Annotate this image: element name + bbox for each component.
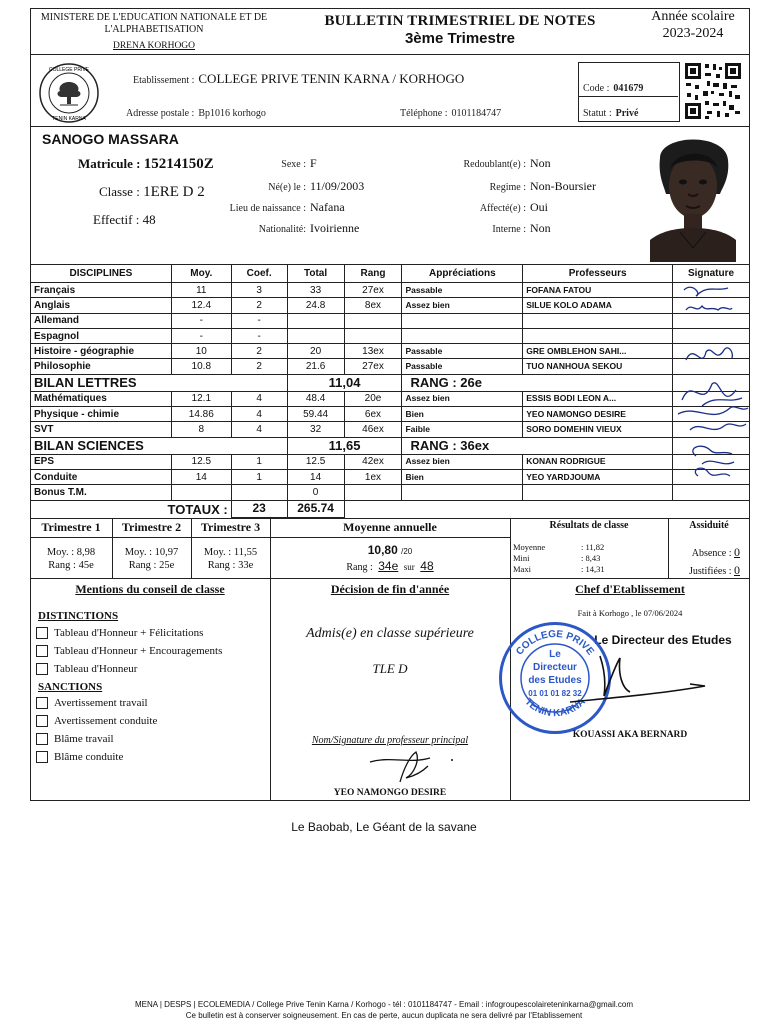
- prof-principal-label: Nom/Signature du professeur principal: [311, 735, 469, 746]
- discipline-cell: Espagnol: [31, 328, 172, 343]
- annual-value: 10,80: [367, 543, 398, 557]
- professeur-cell: [523, 313, 673, 328]
- naissance-line: [200, 177, 400, 195]
- justifiees-value: 0: [734, 563, 740, 577]
- rang-cell: [344, 313, 402, 328]
- annual-effectif: 48: [420, 559, 434, 573]
- coef-cell: 2: [231, 344, 287, 359]
- qr-code-icon: [683, 61, 743, 121]
- maxi-value: : 14,31: [581, 564, 605, 574]
- teacher-signatures: [672, 280, 750, 490]
- total-cell: 48.4: [287, 391, 344, 406]
- rang-cell: 1ex: [344, 469, 402, 484]
- regime-label: Regime :: [489, 182, 526, 193]
- signature-svt: [690, 424, 746, 430]
- decision-text: Admis(e) en classe supérieure: [306, 626, 474, 641]
- coef-cell: 4: [231, 391, 287, 406]
- appreciation-cell: Faible: [402, 422, 523, 437]
- appreciation-cell: Assez bien: [402, 454, 523, 469]
- checkbox-blame-conduite[interactable]: [36, 751, 48, 763]
- redoublant-value: Non: [530, 156, 551, 170]
- stamp-line3: des Etudes: [528, 675, 582, 686]
- col-appreciations: Appréciations: [402, 265, 523, 283]
- signature-eps: [693, 446, 734, 464]
- sanction-blame-travail[interactable]: Blâme travail: [36, 733, 114, 745]
- classe-value: 1ERE D 2: [143, 184, 205, 200]
- checkbox-tableau-honneur[interactable]: [36, 663, 48, 675]
- moyenne-cell: 12.5: [171, 454, 231, 469]
- signature-francais: [684, 287, 728, 296]
- statut-line: [583, 103, 638, 121]
- coef-cell: 1: [231, 454, 287, 469]
- coef-cell: 2: [231, 298, 287, 313]
- sanctions-heading: SANCTIONS: [38, 681, 103, 693]
- mini-value: : 8,43: [581, 553, 601, 563]
- total-cell: 32: [287, 422, 344, 437]
- tel-value: 0101184747: [451, 108, 502, 119]
- assiduite-label: Assiduité: [689, 520, 729, 531]
- col-signature: Signature: [673, 265, 750, 283]
- t1-label: Trimestre 1: [41, 520, 101, 534]
- prof-principal-signature: [360, 748, 460, 784]
- appreciation-cell: Bien: [402, 407, 523, 422]
- mention-felicitations[interactable]: Tableau d'Honneur + Félicitations: [36, 627, 203, 639]
- professeur-cell: [523, 328, 673, 343]
- discipline-cell: SVT: [31, 422, 172, 437]
- total-cell: 33: [287, 283, 344, 298]
- sanction-avertissement-conduite[interactable]: Avertissement conduite: [36, 715, 157, 727]
- bilan-sciences-moy: 11,65: [287, 437, 402, 454]
- rang-cell: [344, 328, 402, 343]
- ne-label: Né(e) le :: [268, 182, 306, 193]
- conseil-title: Mentions du conseil de classe: [75, 582, 225, 596]
- signature-physique: [678, 407, 748, 415]
- total-cell: [287, 313, 344, 328]
- discipline-cell: Philosophie: [31, 359, 172, 374]
- decision-title: Décision de fin d'année: [330, 582, 450, 596]
- t2-rang: Rang : 25e: [128, 560, 175, 571]
- classe-label: Classe :: [99, 184, 140, 199]
- regime-value: Non-Boursier: [530, 179, 596, 193]
- svg-text:COLLEGE PRIVE: COLLEGE PRIVE: [48, 67, 90, 73]
- table-header-row: [31, 265, 750, 283]
- rang-cell: 8ex: [344, 298, 402, 313]
- sexe-value: F: [310, 156, 317, 170]
- rang-cell: 46ex: [344, 422, 402, 437]
- adresse-line: [126, 103, 266, 121]
- tel-label: Téléphone :: [400, 108, 448, 119]
- bilan-lettres-label: BILAN LETTRES: [31, 374, 288, 391]
- discipline-cell: EPS: [31, 454, 172, 469]
- ministry-name: MINISTERE DE L'EDUCATION NATIONALE ET DE L'ALPHABETISATION: [40, 12, 268, 35]
- signature-histoire: [686, 348, 732, 360]
- director-name: KOUASSI AKA BERNARD: [572, 730, 688, 740]
- coef-cell: 4: [231, 422, 287, 437]
- annual-values: [270, 543, 510, 573]
- stamp-tel: 01 01 01 82 32: [528, 689, 582, 698]
- moyenne-cell: 14.86: [171, 407, 231, 422]
- discipline-cell: Mathématiques: [31, 391, 172, 406]
- col-coef: Coef.: [231, 265, 287, 283]
- t2-values: [112, 546, 191, 572]
- year-value: 2023-2024: [662, 26, 724, 41]
- table-row: [31, 328, 750, 343]
- total-cell: 12.5: [287, 454, 344, 469]
- col-total: Total: [287, 265, 344, 283]
- effectif-line: [93, 212, 156, 228]
- bilan-sciences-rang: RANG : 36ex: [402, 437, 673, 454]
- maxi-label: Maxi: [513, 564, 531, 574]
- t1-moy: Moy. : 8,98: [46, 547, 96, 558]
- lieu-value: Nafana: [310, 200, 345, 214]
- discipline-cell: Anglais: [31, 298, 172, 313]
- rang-cell: 27ex: [344, 359, 402, 374]
- sanction-blame-conduite[interactable]: Blâme conduite: [36, 751, 123, 763]
- bilan-sciences-row: [31, 437, 750, 454]
- rang-cell: 42ex: [344, 454, 402, 469]
- annual-sur: sur: [403, 562, 415, 572]
- absence-label: Absence :: [691, 548, 732, 559]
- professeur-cell: YEO YARDJOUMA: [523, 469, 673, 484]
- total-cell: 0: [287, 485, 344, 500]
- appreciation-cell: Bien: [402, 469, 523, 484]
- trimester-title: 3ème Trimestre: [404, 30, 516, 47]
- professeur-cell: ESSIS BODI LEON A...: [523, 391, 673, 406]
- col-disciplines: DISCIPLINES: [31, 265, 172, 283]
- student-name: SANOGO MASSARA: [42, 131, 179, 147]
- statut-label: Statut :: [583, 108, 612, 119]
- student-photo: [650, 128, 736, 262]
- appreciation-cell: [402, 328, 523, 343]
- professeur-cell: GRE OMBLEHON SAHI...: [523, 344, 673, 359]
- affecte-label: Affecté(e) :: [479, 203, 526, 214]
- discipline-cell: Histoire - géographie: [31, 344, 172, 359]
- total-cell: 21.6: [287, 359, 344, 374]
- redoublant-line: [420, 154, 630, 172]
- t3-values: [191, 546, 270, 572]
- total-cell: 59.44: [287, 407, 344, 422]
- table-row: [31, 359, 750, 374]
- adresse-label: Adresse postale :: [126, 108, 195, 119]
- ne-value: 11/09/2003: [310, 179, 365, 193]
- totaux-total: 265.74: [287, 500, 344, 518]
- professeur-cell: KONAN RODRIGUE: [523, 454, 673, 469]
- regime-line: [420, 177, 630, 195]
- directeur-title: Le Directeur des Etudes: [594, 633, 732, 647]
- affecte-line: [420, 198, 630, 216]
- checkbox-blame-travail[interactable]: [36, 733, 48, 745]
- totaux-coef: 23: [231, 500, 287, 518]
- discipline-cell: Physique - chimie: [31, 407, 172, 422]
- rang-cell: 13ex: [344, 344, 402, 359]
- signature-conduite: [695, 468, 730, 476]
- justifiees-label: Justifiées :: [689, 566, 732, 577]
- appreciation-cell: [402, 485, 523, 500]
- adresse-value: Bp1016 korhogo: [198, 108, 266, 119]
- appreciation-cell: [402, 313, 523, 328]
- total-cell: [287, 328, 344, 343]
- moyenne-cell: 12.4: [171, 298, 231, 313]
- bilan-sciences-label: BILAN SCIENCES: [31, 437, 288, 454]
- mini-label: Mini: [513, 553, 530, 563]
- moyenne-cell: 14: [171, 469, 231, 484]
- total-cell: 14: [287, 469, 344, 484]
- t1-values: [30, 546, 112, 572]
- table-row: [31, 407, 750, 422]
- total-cell: 20: [287, 344, 344, 359]
- signature-anglais: [686, 306, 732, 310]
- school-logo: [38, 62, 100, 124]
- table-row: [31, 298, 750, 313]
- moyenne-cell: 10.8: [171, 359, 231, 374]
- checkbox-encouragements[interactable]: [36, 645, 48, 657]
- director-signature: [560, 650, 710, 710]
- t3-moy: Moy. : 11,55: [203, 547, 258, 558]
- drena-name: DRENA KORHOGO: [112, 41, 196, 51]
- school-slogan: Le Baobab, Le Géant de la savane: [291, 820, 477, 834]
- absence-value: 0: [734, 545, 740, 559]
- nat-label: Nationalité:: [258, 224, 306, 235]
- nat-value: Ivoirienne: [310, 221, 360, 235]
- t2-label: Trimestre 2: [121, 520, 182, 534]
- mention-encouragements[interactable]: Tableau d'Honneur + Encouragements: [36, 645, 222, 657]
- rang-cell: [344, 485, 402, 500]
- matricule-line: [78, 156, 214, 173]
- checkbox-felicitations[interactable]: [36, 627, 48, 639]
- checkbox-avertissement-conduite[interactable]: [36, 715, 48, 727]
- table-row: [31, 391, 750, 406]
- t1-rang: Rang : 45e: [48, 560, 94, 571]
- table-row: [31, 469, 750, 484]
- code-label: Code :: [583, 83, 610, 94]
- moyenne-cell: 8: [171, 422, 231, 437]
- appreciation-cell: Assez bien: [402, 298, 523, 313]
- sanction-avertissement-travail[interactable]: Avertissement travail: [36, 697, 148, 709]
- table-row: [31, 283, 750, 298]
- discipline-cell: Conduite: [31, 469, 172, 484]
- table-row: [31, 344, 750, 359]
- checkbox-avertissement-travail[interactable]: [36, 697, 48, 709]
- col-professeurs: Professeurs: [523, 265, 673, 283]
- prof-principal-name: YEO NAMONGO DESIRE: [333, 788, 447, 798]
- stamp-bottom-text: TENIN KARNA: [522, 696, 588, 720]
- code-value: 041679: [613, 83, 644, 94]
- svg-text:TENIN KARNA: TENIN KARNA: [52, 116, 86, 122]
- table-row: [31, 422, 750, 437]
- etab-value: COLLEGE PRIVE TENIN KARNA / KORHOGO: [198, 71, 465, 86]
- interne-value: Non: [530, 221, 551, 235]
- discipline-cell: Allemand: [31, 313, 172, 328]
- discipline-cell: Bonus T.M.: [31, 485, 172, 500]
- discipline-cell: Français: [31, 283, 172, 298]
- grades-table: [30, 264, 750, 518]
- fait-le: Fait à Korhogo , le 07/06/2024: [577, 608, 683, 618]
- class-results: [513, 542, 663, 575]
- moyenne-cell: -: [171, 313, 231, 328]
- totaux-row: [31, 500, 750, 518]
- telephone-line: [400, 103, 501, 121]
- mention-tableau-honneur[interactable]: Tableau d'Honneur: [36, 663, 137, 675]
- table-row: [31, 313, 750, 328]
- annual-rang: 34e: [378, 559, 399, 573]
- coef-cell: 4: [231, 407, 287, 422]
- matricule-label: Matricule :: [78, 156, 141, 171]
- distinctions-heading: DISTINCTIONS: [38, 610, 119, 622]
- t3-rang: Rang : 33e: [207, 560, 254, 571]
- table-row: [31, 485, 750, 500]
- affecte-value: Oui: [530, 200, 548, 214]
- stamp-line1: Le: [549, 649, 561, 660]
- interne-label: Interne :: [492, 224, 526, 235]
- rang-cell: 27ex: [344, 283, 402, 298]
- rang-cell: 20e: [344, 391, 402, 406]
- appreciation-cell: Passable: [402, 359, 523, 374]
- sexe-label: Sexe :: [281, 159, 306, 170]
- professeur-cell: SORO DOMEHIN VIEUX: [523, 422, 673, 437]
- footer-contact: MENA | DESPS | ECOLEMEDIA / College Prive Tenin Karna / Korhogo - tél : 0101184747 - Email : infogroupescolaireteninkarna@gmail.com: [134, 1000, 633, 1009]
- ministry-header: [34, 12, 274, 52]
- nationalite-line: [200, 219, 400, 237]
- matricule-value: 15214150Z: [143, 156, 214, 172]
- bilan-lettres-row: [31, 374, 750, 391]
- professeur-cell: YEO NAMONGO DESIRE: [523, 407, 673, 422]
- appreciation-cell: Passable: [402, 344, 523, 359]
- stamp-top-text: COLLEGE PRIVE: [514, 628, 596, 658]
- statut-value: Privé: [615, 108, 639, 119]
- redoublant-label: Redoublant(e) :: [463, 159, 526, 170]
- school-year: [640, 8, 746, 42]
- professeur-cell: TUO NANHOUA SEKOU: [523, 359, 673, 374]
- professeur-cell: [523, 485, 673, 500]
- moyenne-cell: -: [171, 328, 231, 343]
- professeur-cell: FOFANA FATOU: [523, 283, 673, 298]
- effectif-value: 48: [142, 212, 156, 227]
- bilan-lettres-rang: RANG : 26e: [402, 374, 673, 391]
- etab-label: Etablissement :: [133, 75, 195, 86]
- classe-line: [99, 184, 205, 201]
- t3-label: Trimestre 3: [200, 520, 261, 534]
- coef-cell: 2: [231, 359, 287, 374]
- totaux-label: TOTAUX :: [31, 500, 232, 518]
- coef-cell: -: [231, 328, 287, 343]
- bilan-lettres-moy: 11,04: [287, 374, 402, 391]
- code-line: [583, 78, 643, 96]
- total-cell: 24.8: [287, 298, 344, 313]
- appreciation-cell: Assez bien: [402, 391, 523, 406]
- moyenne-cell: 12.1: [171, 391, 231, 406]
- coef-cell: [231, 485, 287, 500]
- results-label: Résultats de classe: [549, 520, 629, 531]
- rang-cell: 6ex: [344, 407, 402, 422]
- table-row: [31, 454, 750, 469]
- coef-cell: 3: [231, 283, 287, 298]
- annual-over: /20: [401, 547, 413, 556]
- footer-notice: Ce bulletin est à conserver soigneusement. En cas de perte, aucun duplicata ne sera delivré par l'Etablissement: [185, 1011, 583, 1020]
- coef-cell: 1: [231, 469, 287, 484]
- signature-maths: [682, 383, 742, 406]
- year-label: Année scolaire: [651, 9, 735, 24]
- assiduite-values: [672, 544, 748, 580]
- t2-moy: Moy. : 10,97: [124, 547, 179, 558]
- bulletin-title: [300, 13, 620, 48]
- lieu-line: [200, 198, 400, 216]
- sexe-line: [200, 154, 368, 172]
- coef-cell: -: [231, 313, 287, 328]
- stamp-line2: Directeur: [533, 662, 577, 673]
- col-moyenne: Moy.: [171, 265, 231, 283]
- moyenne-value: : 11,82: [581, 542, 605, 552]
- interne-line: [420, 219, 630, 237]
- etablissement-line: [133, 70, 583, 88]
- moyenne-cell: 10: [171, 344, 231, 359]
- annual-rang-label: Rang :: [346, 562, 373, 573]
- decision-classe: TLE D: [372, 661, 408, 676]
- annual-label: Moyenne annuelle: [343, 520, 437, 534]
- moyenne-label: Moyenne: [513, 542, 546, 552]
- chef-title: Chef d'Etablissement: [575, 582, 685, 596]
- professeur-cell: SILUE KOLO ADAMA: [523, 298, 673, 313]
- col-rang: Rang: [344, 265, 402, 283]
- appreciation-cell: Passable: [402, 283, 523, 298]
- moyenne-cell: [171, 485, 231, 500]
- title-text: BULLETIN TRIMESTRIEL DE NOTES: [324, 13, 596, 29]
- effectif-label: Effectif :: [93, 212, 140, 227]
- lieu-label: Lieu de naissance :: [229, 203, 306, 214]
- moyenne-cell: 11: [171, 283, 231, 298]
